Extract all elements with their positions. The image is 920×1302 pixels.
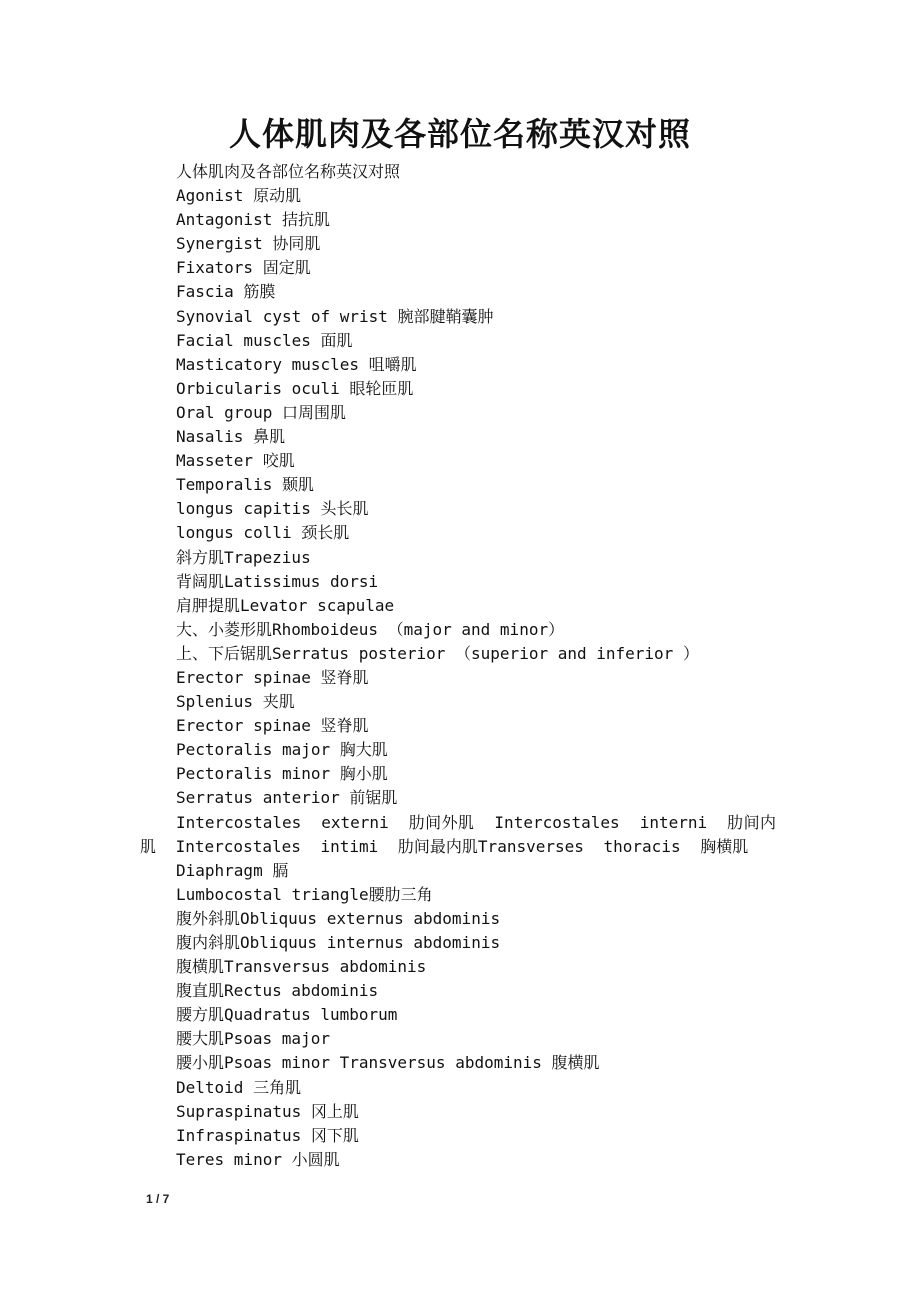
text-line: 人体肌肉及各部位名称英汉对照 bbox=[176, 162, 401, 181]
text-line: 肩胛提肌Levator scapulae bbox=[176, 595, 395, 615]
text-line: Agonist 原动肌 bbox=[176, 186, 302, 206]
page-title: 人体肌肉及各部位名称英汉对照 bbox=[228, 115, 691, 153]
text-line: Pectoralis minor 胸小肌 bbox=[176, 764, 388, 784]
text-line: Temporalis 颞肌 bbox=[176, 475, 314, 495]
text-line: Masseter 咬肌 bbox=[176, 451, 295, 471]
text-line: Nasalis 鼻肌 bbox=[176, 427, 286, 447]
text-line: Supraspinatus 冈上肌 bbox=[176, 1101, 359, 1121]
text-line: 大、小菱形肌Rhomboideus （major and minor） bbox=[176, 619, 565, 639]
text-line: Facial muscles 面肌 bbox=[176, 330, 353, 350]
text-line: 腰方肌Quadratus lumborum bbox=[176, 1005, 398, 1025]
text-line: 腹外斜肌Obliquus externus abdominis bbox=[176, 908, 501, 928]
text-paragraph: Intercostales externi 肋间外肌 Intercostales interni 肋间内肌 Intercostales intimi 肋间最内肌Transverses thoracis 胸横肌 bbox=[140, 812, 776, 856]
text-line: Pectoralis major 胸大肌 bbox=[176, 740, 388, 760]
text-line: Antagonist 拮抗肌 bbox=[176, 210, 330, 230]
text-line: 腰大肌Psoas major bbox=[176, 1029, 330, 1049]
text-line: Teres minor 小圆肌 bbox=[176, 1149, 340, 1169]
text-line: Erector spinae 竖脊肌 bbox=[176, 667, 369, 687]
text-line: Splenius 夹肌 bbox=[176, 692, 295, 712]
text-line: longus capitis 头长肌 bbox=[176, 499, 369, 519]
document-body bbox=[140, 160, 780, 1172]
text-line: Masticatory muscles 咀嚼肌 bbox=[176, 354, 417, 374]
text-line: Lumbocostal triangle腰肋三角 bbox=[176, 884, 433, 904]
page-number: 1 / 7 bbox=[146, 1192, 170, 1206]
text-line: 腹横肌Transversus abdominis bbox=[176, 957, 427, 977]
text-line: Orbicularis oculi 眼轮匝肌 bbox=[176, 378, 414, 398]
text-line: Diaphragm 膈 bbox=[176, 860, 289, 880]
text-line: Fixators 固定肌 bbox=[176, 258, 311, 278]
text-line: Synergist 协同肌 bbox=[176, 234, 321, 254]
text-line: Deltoid 三角肌 bbox=[176, 1077, 302, 1097]
text-line: 腹直肌Rectus abdominis bbox=[176, 981, 379, 1001]
text-line: Synovial cyst of wrist 腕部腱鞘囊肿 bbox=[176, 306, 494, 326]
text-line: 腰小肌Psoas minor Transversus abdominis 腹横肌 bbox=[176, 1053, 600, 1073]
text-line: Infraspinatus 冈下肌 bbox=[176, 1125, 359, 1145]
text-line: 背阔肌Latissimus dorsi bbox=[176, 571, 379, 591]
text-line: Erector spinae 竖脊肌 bbox=[176, 716, 369, 736]
text-line: Fascia 筋膜 bbox=[176, 282, 276, 302]
text-line: 上、下后锯肌Serratus posterior （superior and inferior ） bbox=[176, 643, 699, 663]
text-line: Serratus anterior 前锯肌 bbox=[176, 788, 398, 808]
text-line: 斜方肌Trapezius bbox=[176, 547, 311, 567]
text-line: 腹内斜肌Obliquus internus abdominis bbox=[176, 933, 501, 952]
text-line: longus colli 颈长肌 bbox=[176, 523, 350, 543]
text-line: Oral group 口周围肌 bbox=[176, 402, 346, 422]
